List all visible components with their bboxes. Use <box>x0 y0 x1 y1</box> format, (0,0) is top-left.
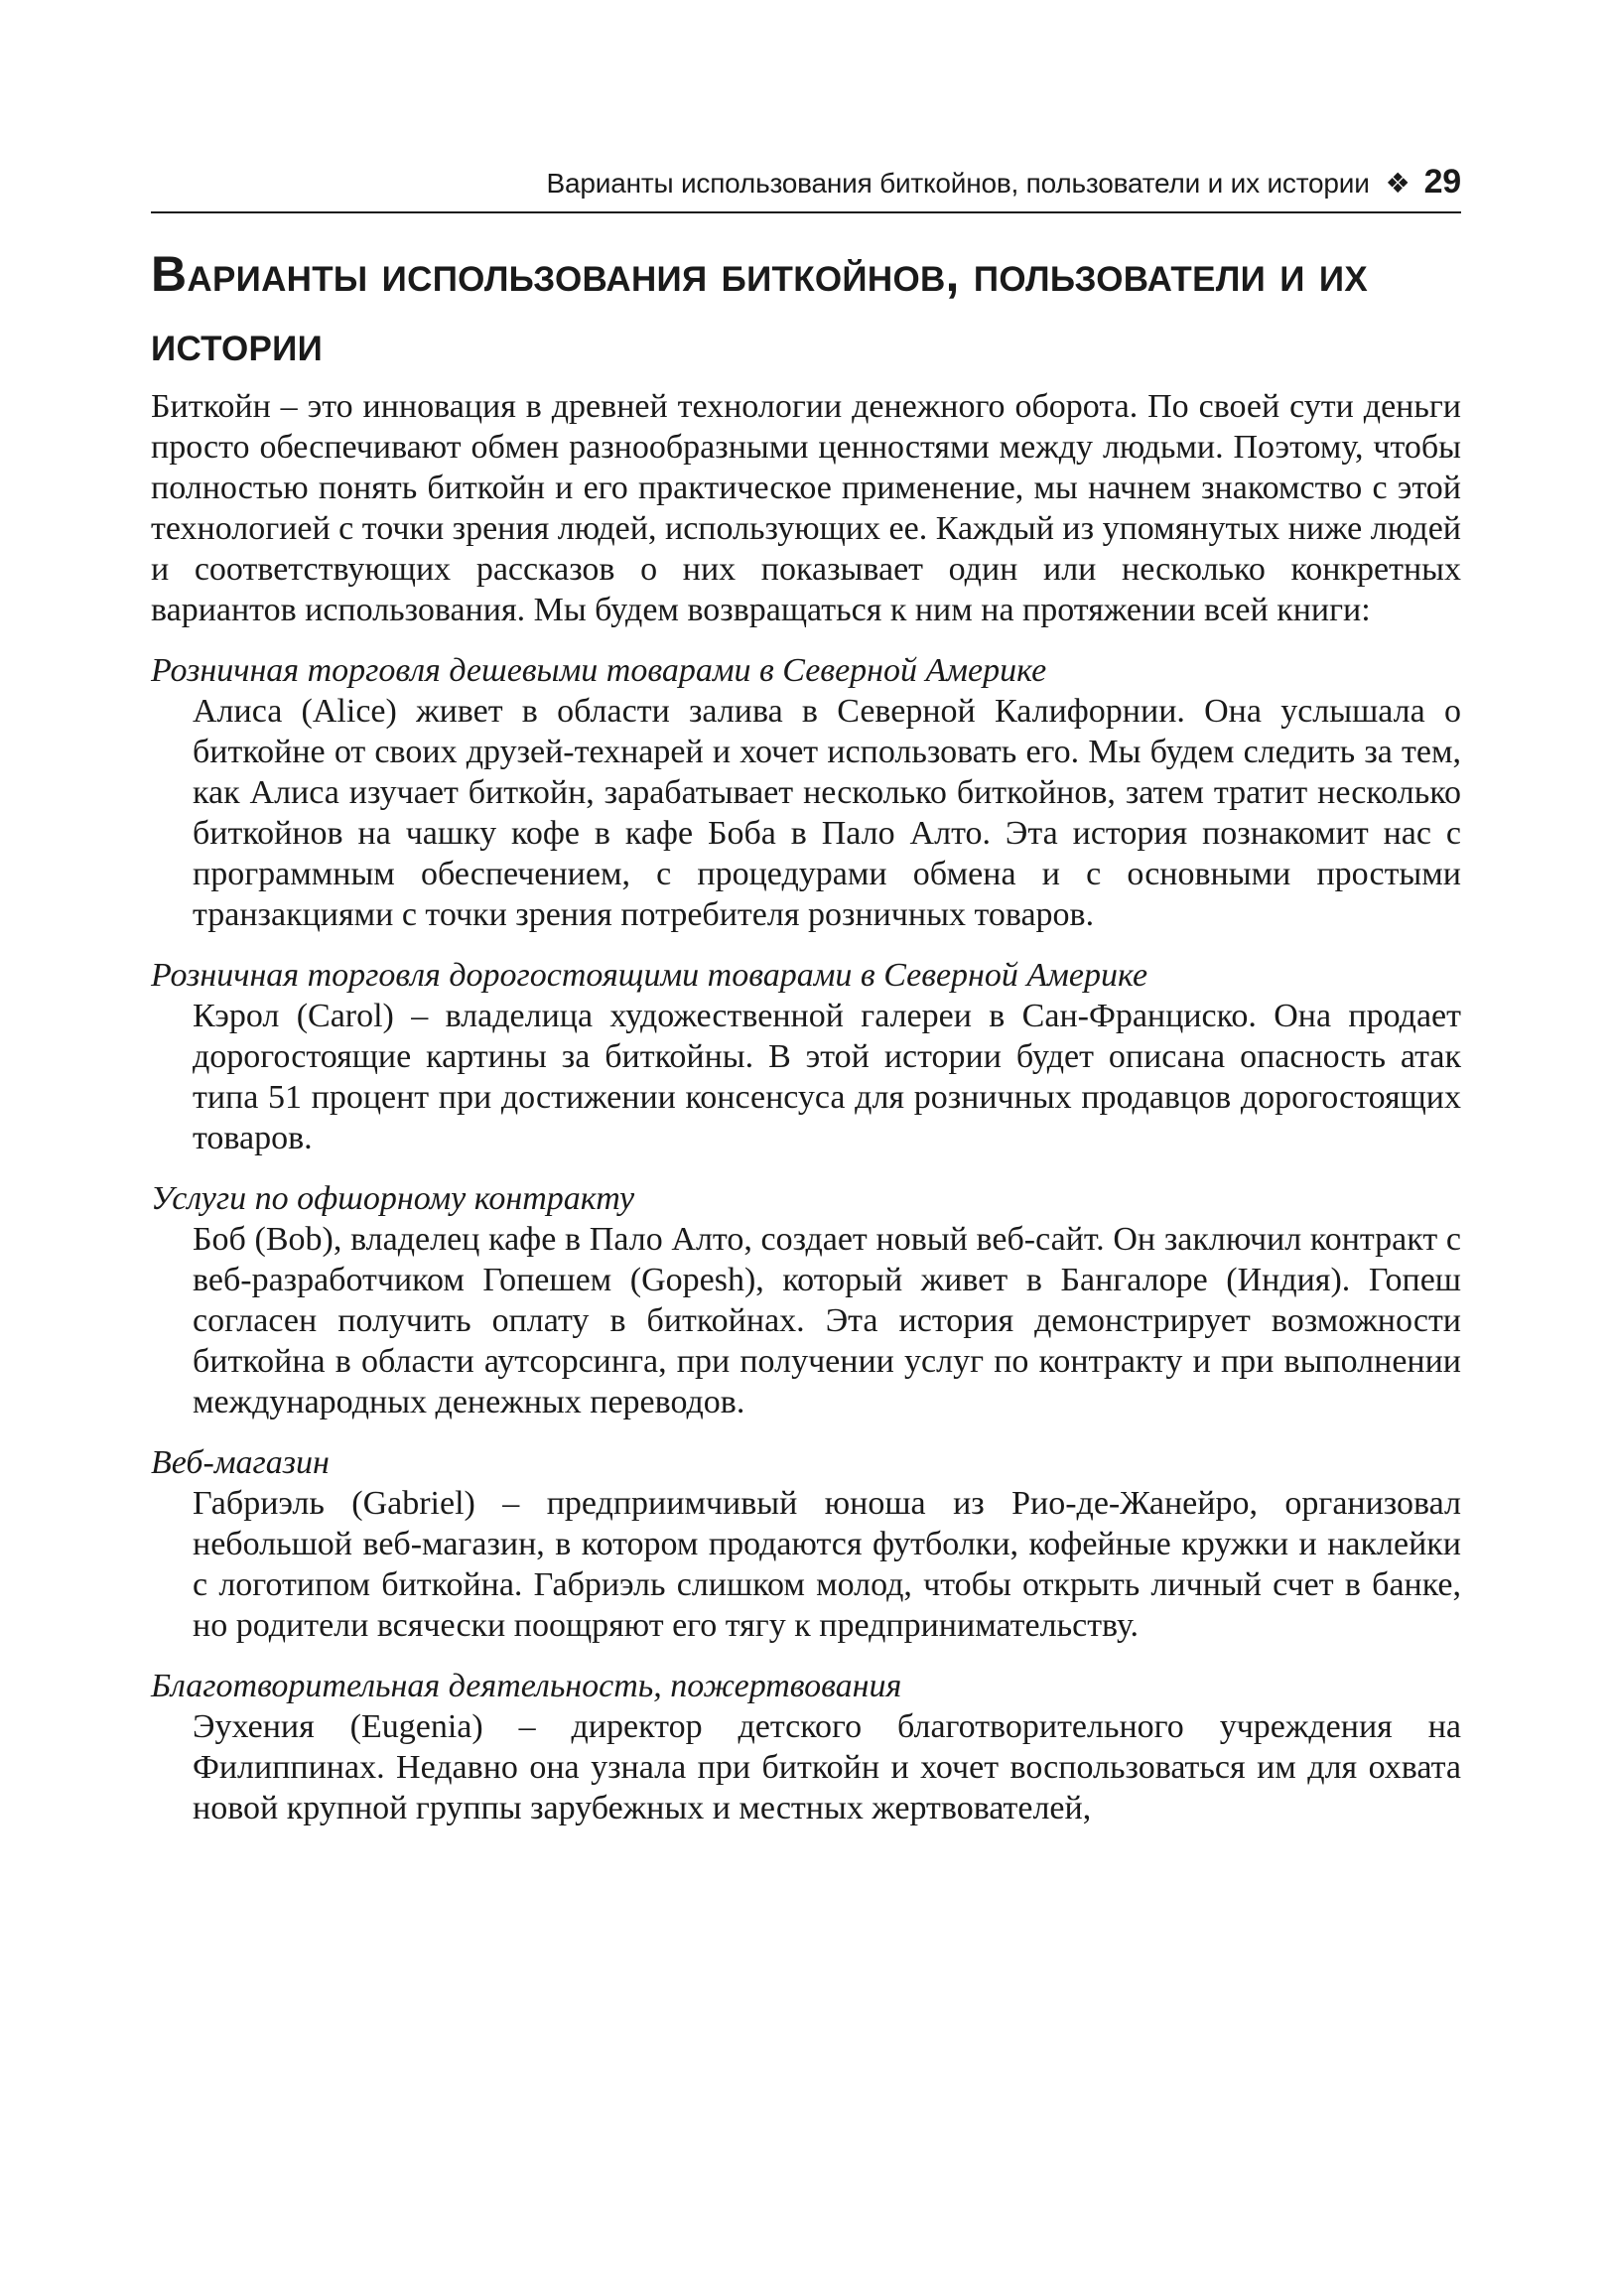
use-case <box>151 1666 1461 1828</box>
use-case <box>151 650 1461 935</box>
use-case-title: Услуги по офшорному контракту <box>151 1180 635 1217</box>
book-page <box>151 164 1461 1828</box>
use-case-title: Розничная торговля дорогостоящими товарами в Северной Америке <box>151 957 1148 994</box>
use-case-title: Розничная торговля дешевыми товарами в Северной Америке <box>151 652 1047 689</box>
intro-paragraph: Биткойн – это инновация в древней технологии денежного оборота. По своей сути деньги просто обеспечивают обмен разнообразными ценностями между людьми. Поэтому, чтобы полностью понять биткойн и его практическое применение, мы начнем знакомство с этой технологией с точки зрения людей, использующих ее. Каждый из упомянутых ниже людей и соответствующих рассказов о них показывает один или несколько конкретных вариантов использования. Мы будем возвращаться к ним на протяжении всей книги: <box>151 388 1461 628</box>
section-title: Варианты использования биткойнов, пользователи и их истории <box>151 246 1369 371</box>
use-case-text: Габриэль (Gabriel) – предприимчивый юноша из Рио-де-Жанейро, организовал небольшой веб-магазин, в котором продаются футболки, кофейные кружки и наклейки с логотипом биткойна. Габриэль слишком молод, чтобы открыть личный счет в банке, но родители всячески поощряют его тягу к предпринимательству. <box>193 1485 1461 1644</box>
page-number: 29 <box>1423 163 1461 201</box>
use-case-text: Эухения (Eugenia) – директор детского благотворительного учреждения на Филиппинах. Недавно она узнала при биткойн и хочет воспользоваться им для охвата новой крупной группы зарубежных и местных жертвователей, <box>193 1708 1461 1826</box>
use-case <box>151 1442 1461 1646</box>
running-header <box>151 164 1461 213</box>
use-case-title: Веб-магазин <box>151 1444 330 1481</box>
use-case-title: Благотворительная деятельность, пожертвования <box>151 1668 902 1704</box>
use-case-text: Боб (Bob), владелец кафе в Пало Алто, создает новый веб-сайт. Он заключил контракт с веб-разработчиком Гопешем (Gopesh), который живет в Бангалоре (Индия). Гопеш согласен получить оплату в биткойнах. Эта история демонстрирует возможности биткойна в области аутсорсинга, при получении услуг по контракту и при выполнении международных денежных переводов. <box>193 1221 1461 1420</box>
use-case-text: Алиса (Alice) живет в области залива в Северной Калифорнии. Она услышала о биткойне от своих друзей-технарей и хочет использовать его. Мы будем следить за тем, как Алиса изучает биткойн, зарабатывает несколько биткойнов, затем тратит несколько биткойнов на чашку кофе в кафе Боба в Пало Алто. Эта история познакомит нас с программным обеспечением, с процедурами обмена и с основными простыми транзакциями с точки зрения потребителя розничных товаров. <box>193 693 1461 933</box>
use-case <box>151 1178 1461 1422</box>
diamond-ornament-icon: ❖ <box>1385 168 1410 199</box>
use-case <box>151 955 1461 1158</box>
use-case-text: Кэрол (Carol) – владелица художественной галереи в Сан-Франциско. Она продает дорогостоящие картины за биткойны. В этой истории будет описана опасность атак типа 51 процент при достижении консенсуса для розничных продавцов дорогостоящих товаров. <box>193 998 1461 1156</box>
running-header-title: Варианты использования биткойнов, пользователи и их истории <box>546 168 1370 199</box>
